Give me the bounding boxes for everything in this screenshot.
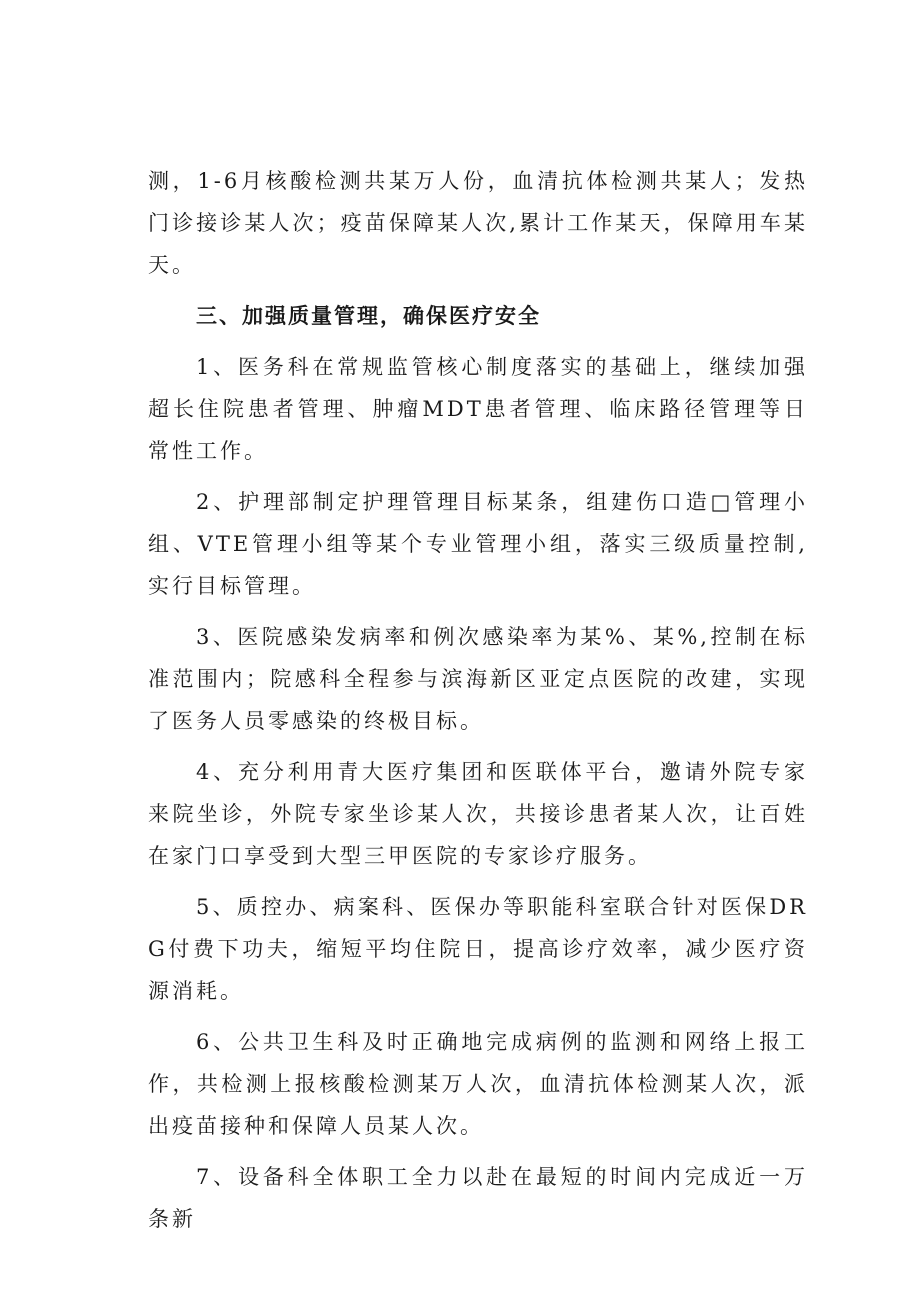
list-item: 2、护理部制定护理管理目标某条，组建伤口造□管理小组、VTE管理小组等某个专业管理小组，落实三级质量控制,实行目标管理。 [148, 490, 808, 598]
section-heading: 三、加强质量管理，确保医疗安全 [196, 304, 541, 328]
list-item: 6、公共卫生科及时正确地完成病例的监测和网络上报工作，共检测上报核酸检测某万人次，血清抗体检测某人次，派出疫苗接种和保障人员某人次。 [148, 1030, 808, 1138]
document-body [148, 160, 808, 1249]
continuation-paragraph: 测，1-6月核酸检测共某万人份，血清抗体检测共某人；发热门诊接诊某人次；疫苗保障某人次,累计工作某天，保障用车某天。 [148, 169, 808, 277]
list-item: 7、设备科全体职工全力以赴在最短的时间内完成近一万条新 [148, 1165, 808, 1231]
list-item: 3、医院感染发病率和例次感染率为某%、某%,控制在标准范围内；院感科全程参与滨海新区亚定点医院的改建，实现了医务人员零感染的终极目标。 [148, 625, 808, 733]
list-item: 5、质控办、病案科、医保办等职能科室联合针对医保DRG付费下功夫，缩短平均住院日，提高诊疗效率，减少医疗资源消耗。 [148, 895, 808, 1003]
list-item: 4、充分利用青大医疗集团和医联体平台，邀请外院专家来院坐诊，外院专家坐诊某人次，共接诊患者某人次，让百姓在家门口享受到大型三甲医院的专家诊疗服务。 [148, 760, 808, 868]
list-item: 1、医务科在常规监管核心制度落实的基础上，继续加强超长住院患者管理、肿瘤MDT患者管理、临床路径管理等日常性工作。 [148, 355, 808, 463]
